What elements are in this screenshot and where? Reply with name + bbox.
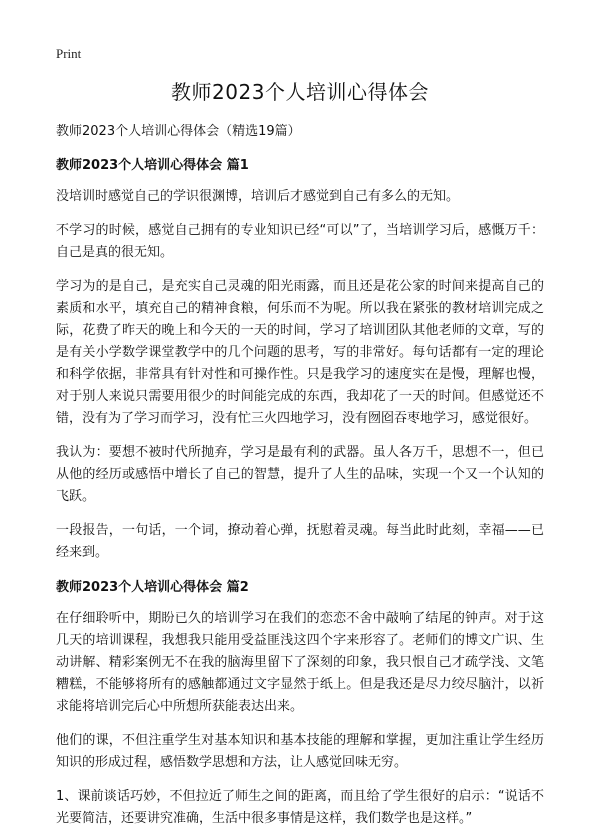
page-title: 教师2023个人培训心得体会 (171, 80, 429, 104)
print-link[interactable]: Print (56, 46, 82, 61)
subtitle: 教师2023个人培训心得体会（精选19篇） (56, 124, 301, 139)
section-heading: 教师2023个人培训心得体会 篇1 (56, 158, 249, 173)
paragraph: 不学习的时候，感觉自己拥有的专业知识已经“可以”了，当培训学习后，感慨万千：自己是真的很无知。 (56, 223, 544, 260)
section-2 (56, 578, 544, 830)
section-heading: 教师2023个人培训心得体会 篇2 (56, 580, 249, 595)
paragraph: 我认为：要想不被时代所抛弃，学习是最有利的武器。虽人各万千，思想不一，但已从他的经历或感悟中增长了自己的智慧，提升了人生的品味，实现一个又一个认知的飞跃。 (56, 445, 544, 504)
paragraph: 他们的课，不但注重学生对基本知识和基本技能的理解和掌握，更加注重让学生经历知识的形成过程，感悟数学思想和方法，让人感觉回味无穷。 (56, 733, 544, 770)
paragraph: 没培训时感觉自己的学识很渊博，培训后才感觉到自己有多么的无知。 (56, 189, 460, 204)
section-1 (56, 156, 544, 564)
paragraph: 一段报告，一句话，一个词，撩动着心弹，抚慰着灵魂。每当此时此刻，幸福——已经来到。 (56, 523, 544, 560)
paragraph: 学习为的是自己，是充实自己灵魂的阳光雨露，而且还是花公家的时间来提高自己的素质和水平，填充自己的精神食粮，何乐而不为呢。所以我在紧张的教材培训完成之际，花费了昨天的晚上和今天的一天的时间，学习了培训团队其他老师的文章，写的是有关小学数学课堂教学中的几个问题的思考，写的非常好。每句话都有一定的理论和科学依据，非常具有针对性和可操作性。只是我学习的速度实在是慢，理解也慢，对于别人来说只需要用很少的时间能完成的东西，我却花了一天的时间。但感觉还不错，没有为了学习而学习，没有忙三火四地学习，没有囫囵吞枣地学习，感觉很好。 (56, 279, 544, 426)
paragraph: 1、课前谈话巧妙，不但拉近了师生之间的距离，而且给了学生很好的启示：“说话不光要简洁，还要讲究准确，生活中很多事情是这样，我们数学也是这样。” (56, 789, 544, 826)
paragraph: 在仔细聆听中，期盼已久的培训学习在我们的恋恋不舍中敲响了结尾的钟声。对于这几天的培训课程，我想我只能用受益匪浅这四个字来形容了。老师们的博文广识、生动讲解、精彩案例无不在我的脑海里留下了深刻的印象，我只恨自己才疏学浅、文笔糟糕，不能够将所有的感触都通过文字显然于纸上。但是我还是尽力绞尽脑汁，以祈求能将培训完后心中所想所获能表达出来。 (56, 611, 544, 714)
